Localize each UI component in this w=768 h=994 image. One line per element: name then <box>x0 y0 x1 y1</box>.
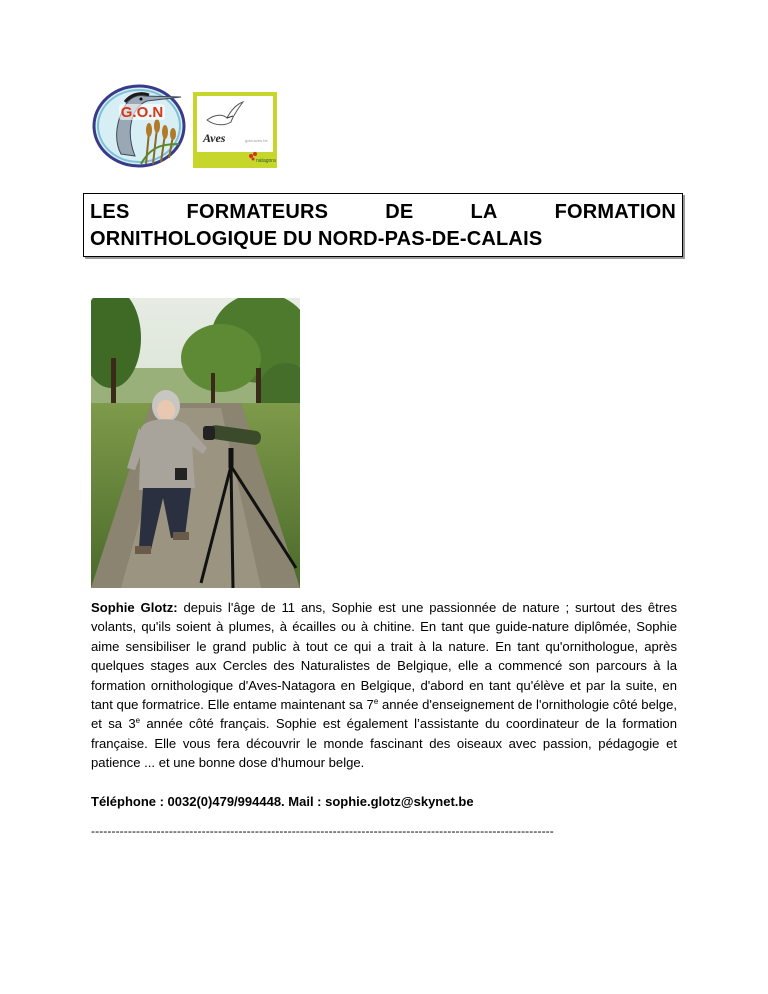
aves-logo-small-text: gola.aves.be <box>245 138 268 143</box>
bio-text-2: année d'enseignement de l'ornithologie côté belge, et sa 3 <box>91 697 677 732</box>
dashed-divider: ----------------------------------------------------------------------------------------------------------------- <box>91 824 554 838</box>
gon-logo <box>91 84 187 168</box>
bio-sup-2: e <box>135 716 141 726</box>
title-word: DE <box>385 201 414 223</box>
contact-line: Téléphone : 0032(0)479/994448. Mail : sophie.glotz@skynet.be <box>91 794 474 809</box>
bio-paragraph <box>91 598 677 773</box>
title-word: LA <box>470 201 498 223</box>
bio-name: Sophie Glotz: <box>91 600 178 615</box>
bio-text-3: année côté français. Sophie est également l’assistante du coordinateur de la formation française. Elle vous fera découvrir le monde fascinant des oiseaux avec passion, pédagogie et patience ... et une bonne dose d'humour belge. <box>91 716 677 771</box>
title-word: LES <box>90 201 130 223</box>
title-word: FORMATION <box>554 201 676 223</box>
title-box <box>83 193 683 257</box>
title-line-2: ORNITHOLOGIQUE DU NORD-PAS-DE-CALAIS <box>90 228 543 250</box>
gon-logo-text: G.O.N <box>120 104 164 121</box>
bio-sup-1: e <box>373 697 379 707</box>
aves-natagora-logo <box>193 92 277 168</box>
aves-logo-text: Aves <box>203 131 226 145</box>
title-word: FORMATEURS <box>186 201 329 223</box>
title-line-1 <box>90 199 676 226</box>
natagora-logo-text: natagora <box>256 158 276 164</box>
page-title <box>90 199 676 253</box>
portrait-photo <box>91 298 300 588</box>
bio-text-1: depuis l'âge de 11 ans, Sophie est une passionnée de nature ; surtout des êtres volants, qu'ils soient à plumes, à écailles ou à chitine. En tant que guide-nature diplômée, Sophie aime sensibiliser le grand public à tout ce qui a trait à la nature. En tant qu'ornithologue, après quelques stages aux Cercles des Naturalistes de Belgique, elle a commencé son parcours à la formation ornithologique d'Aves-Natagora en Belgique, d'abord en tant qu'élève et par la suite, en tant que formatrice. Elle entame maintenant sa 7 <box>91 600 678 713</box>
